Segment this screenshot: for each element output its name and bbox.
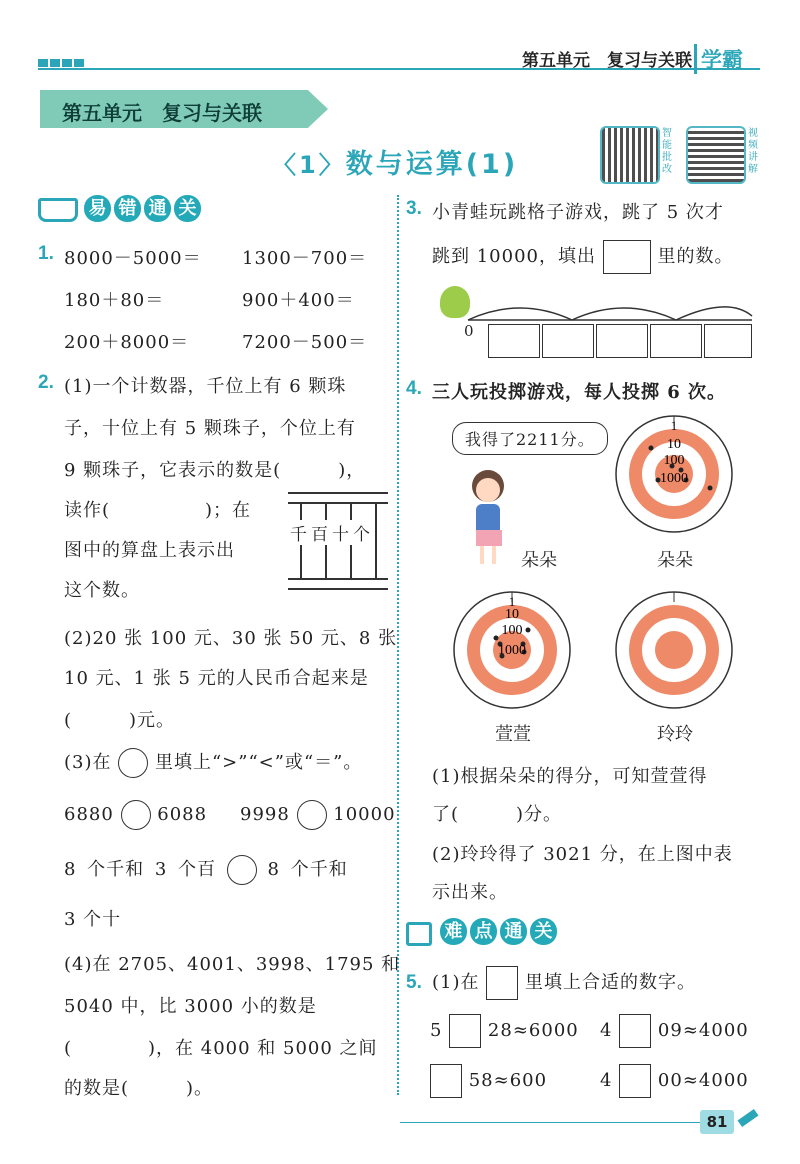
section-easy-char: 错 — [114, 195, 141, 222]
q5-text1: (1)在 — [432, 972, 480, 993]
q2-p3-rest: 里填上“>”“<”或“＝”。 — [154, 752, 363, 773]
target-xuanxuan — [452, 590, 572, 710]
answer-box[interactable] — [542, 324, 594, 358]
q2-p2-line: 10 元、1 张 5 元的人民币合起来是 — [64, 668, 369, 689]
target-caption: 玲玲 — [657, 724, 693, 745]
section-easy-errors — [84, 195, 204, 222]
estimate-prefix: 4 — [600, 1070, 613, 1091]
compare-circle-example — [118, 748, 148, 778]
estimate-suffix: 09≈4000 — [657, 1020, 749, 1041]
q3-line1: 小青蛙玩跳格子游戏，跳了 5 次才 — [432, 202, 724, 223]
target-duoduo — [614, 414, 734, 534]
target-caption: 萱萱 — [495, 724, 531, 745]
q2-p4-line: ( )，在 4000 和 5000 之间 — [64, 1038, 378, 1059]
number-line-zero: 0 — [464, 322, 475, 340]
compare-left: 8 个千和 3 个百 — [64, 859, 217, 880]
example-blank-box — [603, 240, 651, 274]
q3-number: 3. — [406, 198, 422, 219]
q5-text2: 里填上合适的数字。 — [524, 972, 696, 993]
compare-row — [64, 855, 348, 885]
digit-box[interactable] — [449, 1014, 481, 1048]
abacus-label: 百 — [311, 525, 332, 545]
header-unit-label: 第五单元 — [522, 51, 590, 71]
q1-item: 7200－500＝ — [242, 332, 368, 353]
q1-item: 1300－700＝ — [242, 248, 368, 269]
q2-p1-line: 这个数。 — [64, 580, 140, 601]
digit-box[interactable] — [619, 1064, 651, 1098]
ring-label: 1 — [670, 418, 678, 433]
compare-row — [240, 800, 396, 830]
abacus-label: 个 — [353, 525, 374, 545]
digit-box[interactable] — [619, 1014, 651, 1048]
lesson-title-text: 数与运算(1) — [345, 149, 519, 180]
pencil-icon — [738, 1109, 759, 1127]
q2-p4-line: 5040 中，比 3000 小的数是 — [64, 996, 317, 1017]
q2-p1-line: 图中的算盘上表示出 — [64, 540, 235, 561]
pencil-note-icon — [406, 922, 432, 946]
brand-logo: 学霸 — [694, 44, 743, 74]
q1-number: 1. — [38, 243, 54, 264]
estimate-item — [430, 1014, 579, 1048]
digit-box[interactable] — [430, 1064, 462, 1098]
q1-item: 200＋8000＝ — [64, 332, 190, 353]
q5-instruction — [432, 966, 696, 1000]
section-hard-char: 通 — [500, 918, 527, 945]
ring-label: 1000 — [498, 643, 526, 658]
ring-label: 10 — [667, 437, 681, 452]
compare-left: 6880 — [64, 804, 114, 825]
jump-arc — [460, 296, 760, 326]
compare-circle[interactable] — [227, 855, 257, 885]
q3-line2b: 里的数。 — [657, 246, 734, 267]
header-unit — [522, 46, 692, 71]
speech-text: 我得了2211分。 — [465, 430, 595, 449]
section-easy-char: 通 — [144, 195, 171, 222]
target-lingling[interactable] — [614, 590, 734, 710]
ring-label: 1000 — [660, 471, 688, 486]
q2-p2-line: (2)20 张 100 元、30 张 50 元、8 张 — [64, 628, 398, 649]
lesson-number: 〈1〉 — [272, 151, 346, 179]
q2-p1-line: (1)一个计数器，千位上有 6 颗珠 — [64, 376, 347, 397]
compare-circle[interactable] — [297, 800, 327, 830]
ring-label: 100 — [501, 623, 523, 638]
section-hard-char: 点 — [470, 918, 497, 945]
compare-right: 8 个千和 — [267, 859, 348, 880]
unit-banner-title: 第五单元 复习与关联 — [62, 101, 262, 125]
compare-right: 6088 — [157, 804, 208, 825]
q2-number: 2. — [38, 372, 54, 393]
q2-p3-line — [64, 748, 362, 778]
example-digit-box — [486, 966, 518, 1000]
answer-box[interactable] — [596, 324, 648, 358]
q4-title: 三人玩投掷游戏，每人投掷 6 次。 — [432, 382, 727, 403]
ring-label: 1 — [508, 594, 516, 609]
qr-label-left: 智能批改 — [662, 128, 672, 175]
q2-p1-line: 读作( )；在 — [64, 500, 252, 521]
header-topic: 复习与关联 — [607, 51, 692, 71]
q2-p4-line: 的数是( )。 — [64, 1078, 214, 1099]
q2-p1-line: 9 颗珠子，它表示的数是( )， — [64, 460, 366, 481]
estimate-item — [430, 1064, 547, 1098]
compare-row — [64, 800, 207, 830]
section-hard-char: 难 — [440, 918, 467, 945]
q4-p1-line: 了( )分。 — [432, 804, 563, 825]
q4-p2-line: (2)玲玲得了 3021 分，在上图中表 — [432, 844, 733, 865]
answer-box[interactable] — [650, 324, 702, 358]
q1-item: 900＋400＝ — [242, 290, 355, 311]
section-easy-char: 易 — [84, 195, 111, 222]
footer-rule — [400, 1122, 700, 1123]
q2-p1-line: 子，十位上有 5 颗珠子，个位上有 — [64, 418, 356, 439]
book-pencil-icon — [38, 198, 78, 222]
ring-label: 10 — [505, 607, 519, 622]
estimate-suffix: 58≈600 — [468, 1070, 548, 1091]
speech-bubble — [452, 422, 608, 455]
q1-item: 180＋80＝ — [64, 290, 165, 311]
q2-p3-text: (3)在 — [64, 752, 112, 773]
estimate-prefix: 4 — [600, 1020, 613, 1041]
answer-box[interactable] — [488, 324, 540, 358]
abacus-label: 十 — [332, 525, 353, 545]
ring-label: 100 — [663, 453, 685, 468]
q4-p2-line: 示出来。 — [432, 882, 508, 903]
compare-left: 9998 — [240, 804, 290, 825]
answer-box[interactable] — [704, 324, 752, 358]
q4-number: 4. — [406, 378, 422, 399]
section-easy-char: 关 — [174, 195, 201, 222]
section-hard-points — [440, 918, 560, 945]
target-caption: 朵朵 — [521, 550, 557, 571]
q3-line2 — [432, 240, 733, 274]
qr-code-right[interactable] — [686, 126, 746, 184]
estimate-prefix: 5 — [430, 1020, 443, 1041]
compare-right: 10000 — [333, 804, 396, 825]
compare-circle[interactable] — [121, 800, 151, 830]
q1-item: 8000－5000＝ — [64, 248, 202, 269]
q4-p1-line: (1)根据朵朵的得分，可知萱萱得 — [432, 766, 708, 787]
compare-tail: 3 个十 — [64, 909, 122, 930]
estimate-item — [600, 1064, 749, 1098]
q3-line2a: 跳到 10000，填出 — [432, 246, 596, 267]
qr-label-right: 视频讲解 — [748, 128, 758, 175]
estimate-suffix: 28≈6000 — [487, 1020, 579, 1041]
q2-p4-line: (4)在 2705、4001、3998、1795 和 — [64, 954, 401, 975]
abacus[interactable] — [288, 492, 388, 590]
page-number: 81 — [700, 1110, 734, 1134]
estimate-item — [600, 1014, 749, 1048]
abacus-label: 千 — [290, 525, 311, 545]
target-caption: 朵朵 — [657, 550, 693, 571]
lesson-title — [272, 142, 518, 181]
qr-code-left[interactable] — [600, 126, 660, 184]
estimate-suffix: 00≈4000 — [657, 1070, 749, 1091]
q5-number: 5. — [406, 972, 422, 993]
section-hard-char: 关 — [530, 918, 557, 945]
q2-p2-line: ( )元。 — [64, 710, 176, 731]
